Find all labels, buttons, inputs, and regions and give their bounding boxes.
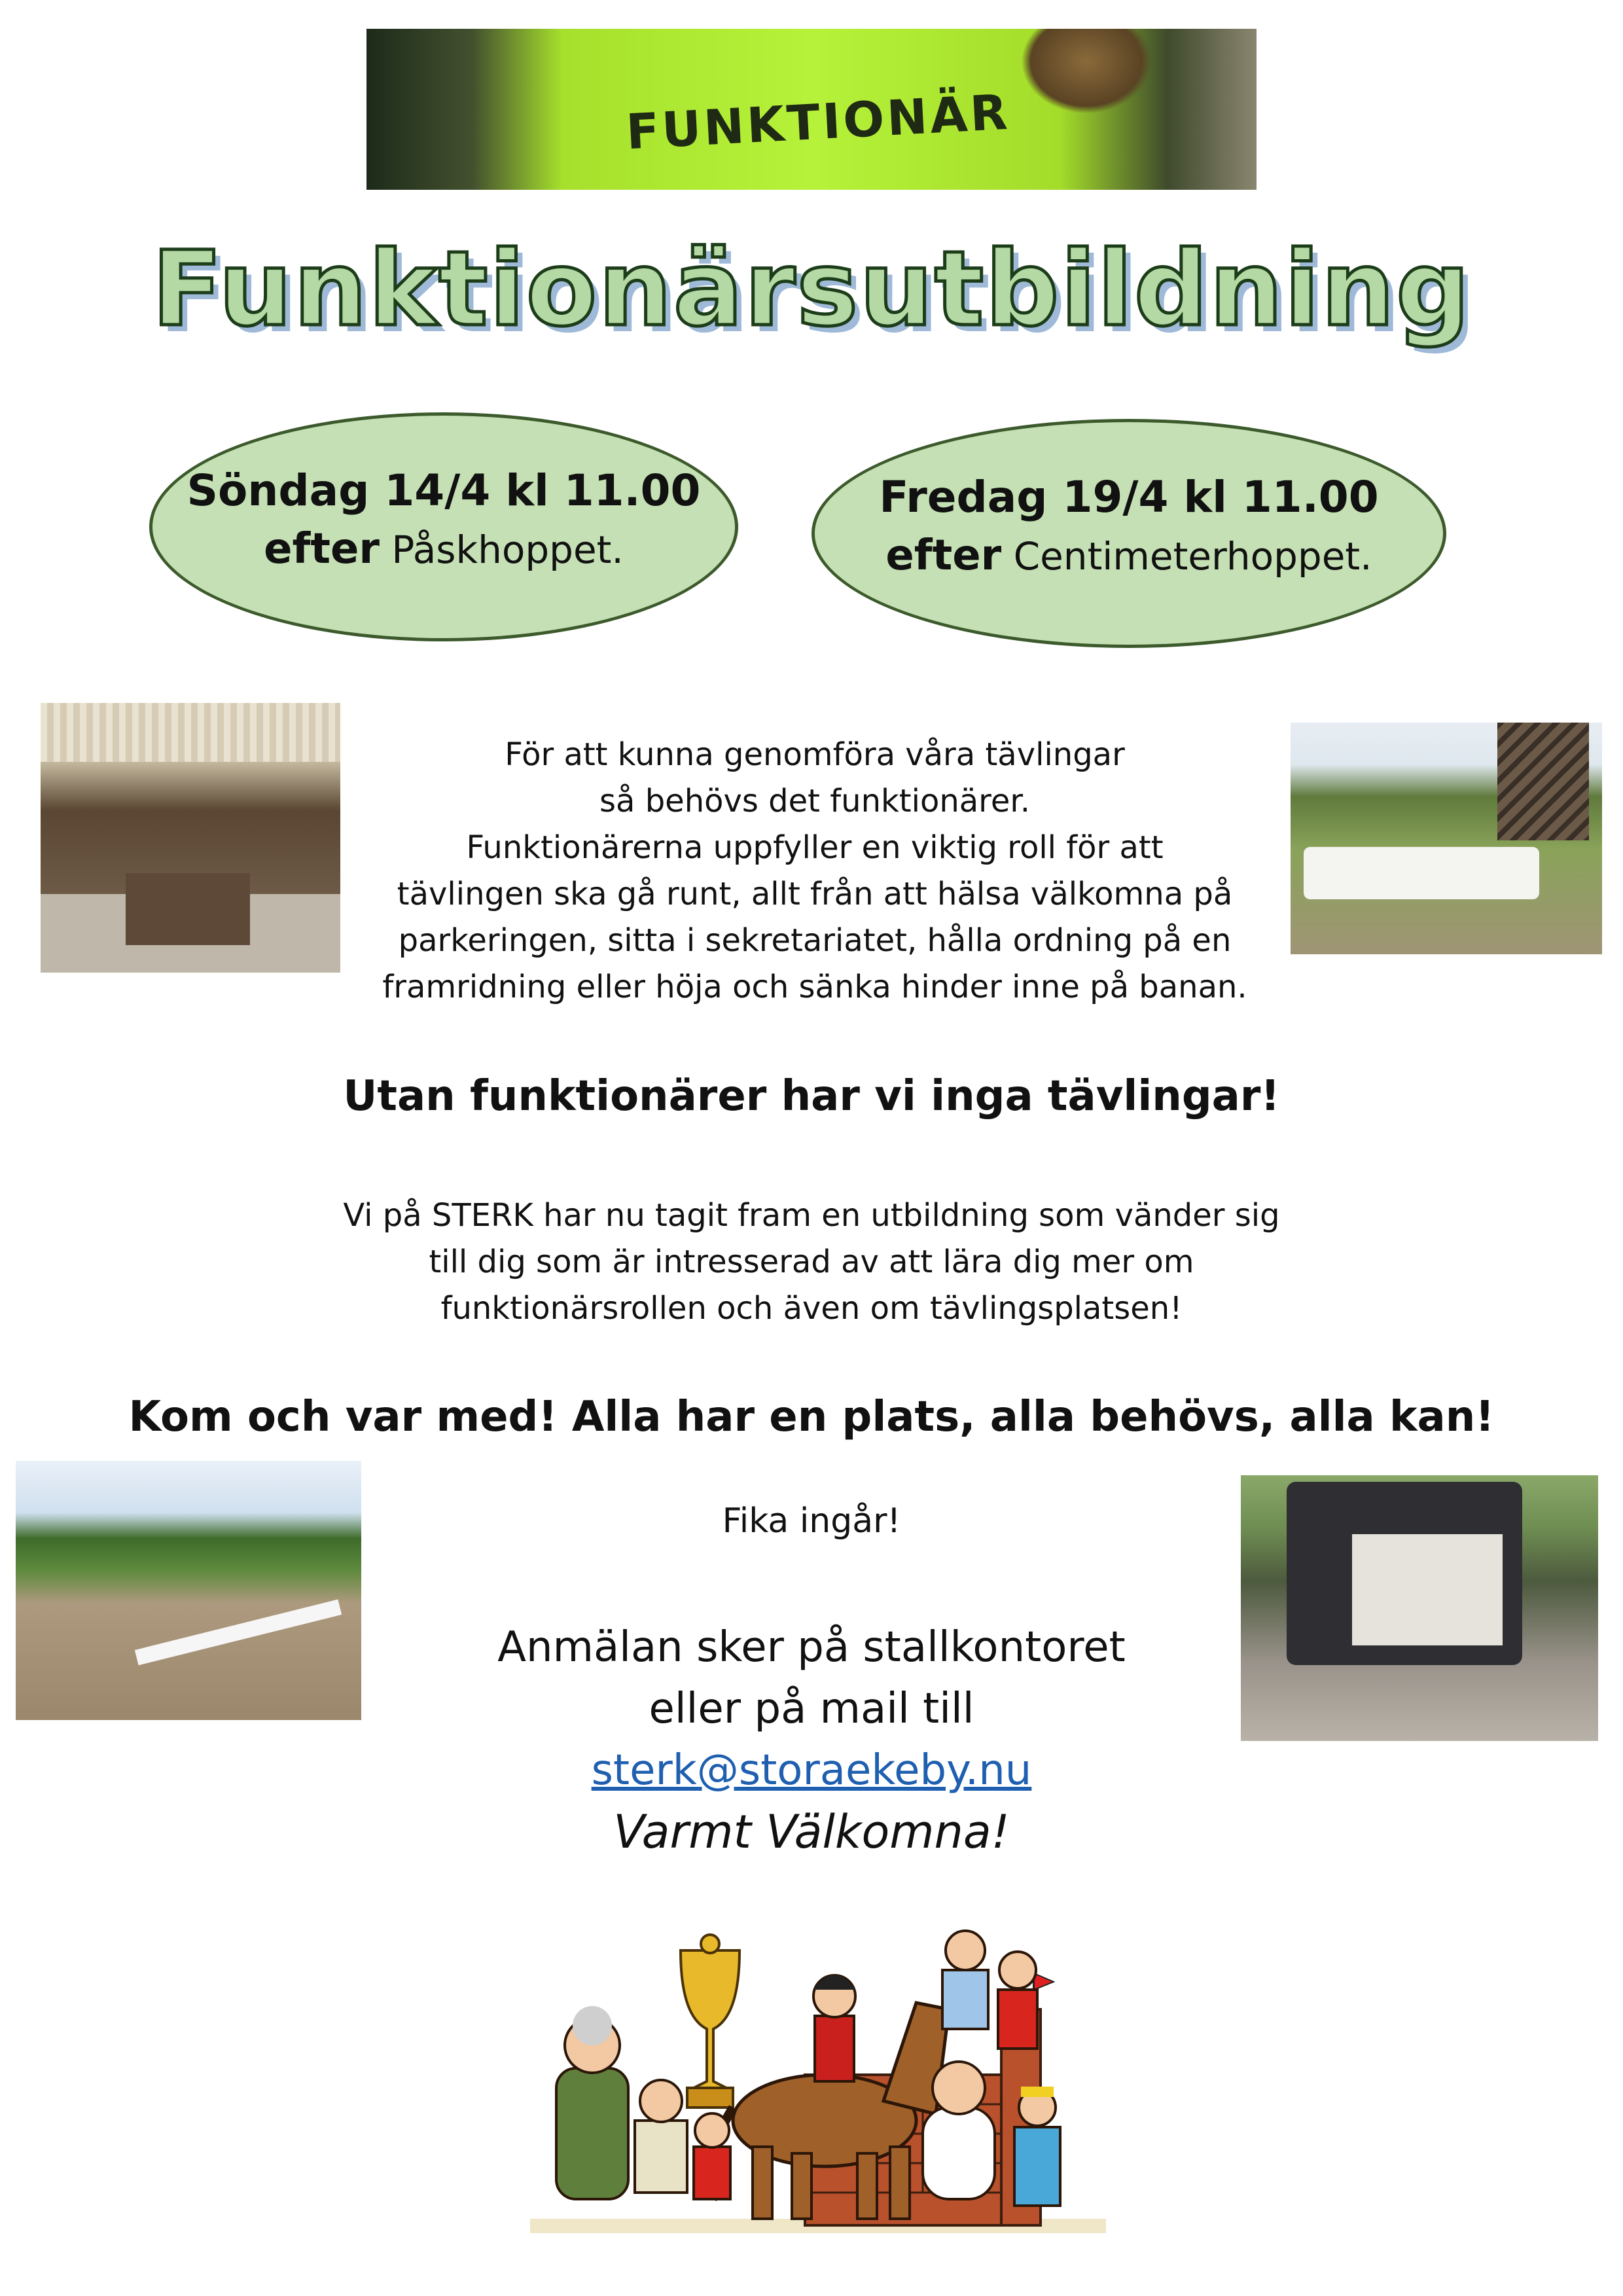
event-oval-sunday	[149, 412, 738, 641]
trophy-icon	[681, 1935, 740, 2108]
photo-stable-interior	[41, 703, 340, 973]
vest-lettering: FUNKTIONÄR	[624, 84, 1012, 161]
event-oval-friday	[812, 419, 1446, 648]
event-date: Söndag 14/4 kl 11.00	[187, 465, 701, 516]
signup-info	[0, 1617, 1623, 1863]
description-line: funktionärsrollen och även om tävlingsplatsen!	[440, 1290, 1183, 1327]
intro-line: tävlingen ska gå runt, allt från att hälsa välkomna på	[397, 876, 1233, 912]
intro-paragraph	[353, 732, 1276, 1011]
page-title: Funktionärsutbildning	[151, 229, 1472, 350]
cartoon-illustration-competition-crowd	[517, 1911, 1145, 2238]
intro-line: framridning eller höja och sänka hinder inne på banan.	[382, 969, 1247, 1005]
intro-line: parkeringen, sitta i sekretariatet, hålla ordning på en	[398, 922, 1232, 959]
slogan-no-officials: Utan funktionärer har vi inga tävlingar!	[343, 1072, 1280, 1121]
signup-line: eller på mail till	[649, 1685, 974, 1733]
banner-photo-funktionar-vest	[366, 29, 1257, 190]
intro-line: så behövs det funktionärer.	[599, 783, 1030, 819]
fika-note: Fika ingår!	[722, 1501, 901, 1541]
intro-line: För att kunna genomföra våra tävlingar	[505, 736, 1125, 773]
slogan-join-us: Kom och var med! Alla har en plats, alla behövs, alla kan!	[128, 1393, 1495, 1441]
intro-line: Funktionärerna uppfyller en viktig roll för att	[466, 829, 1164, 866]
signup-line: Anmälan sker på stallkontoret	[497, 1623, 1126, 1672]
description-line: till dig som är intresserad av att lära dig mer om	[429, 1244, 1194, 1280]
welcome-text: Varmt Välkomna!	[613, 1805, 1010, 1859]
event-date: Fredag 19/4 kl 11.00	[879, 472, 1379, 522]
photo-officials-table	[1291, 723, 1602, 954]
course-description	[327, 1193, 1296, 1332]
event-context: efter Centimeterhoppet.	[885, 531, 1372, 580]
cartoon-rider	[813, 1975, 855, 2082]
description-line: Vi på STERK har nu tagit fram en utbildning som vänder sig	[343, 1197, 1280, 1234]
event-context: efter Påskhoppet.	[264, 525, 624, 573]
email-link[interactable]: sterk@storaekeby.nu	[591, 1746, 1032, 1795]
